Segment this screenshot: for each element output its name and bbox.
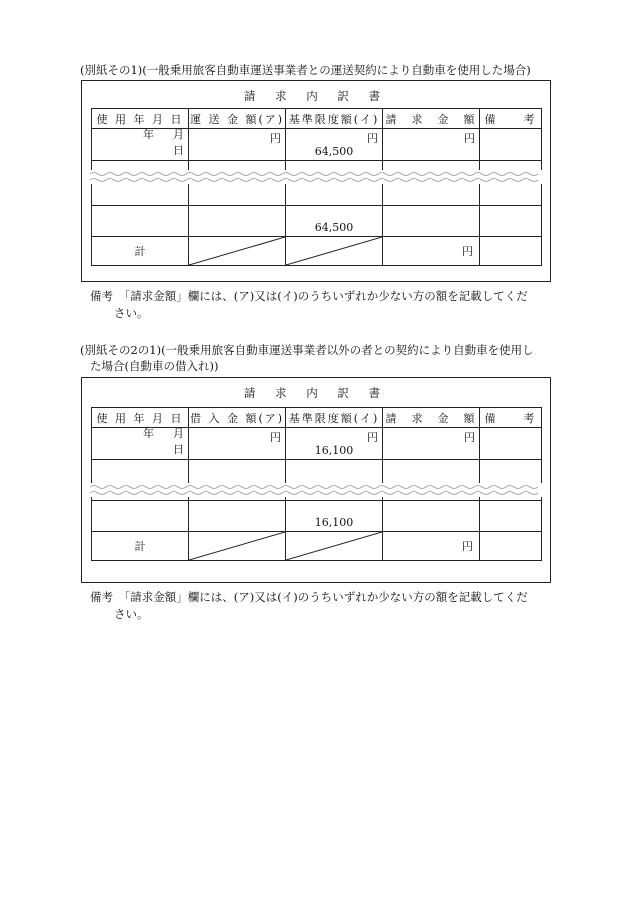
yen-unit: 円 <box>367 431 378 444</box>
diagonal-line-icon <box>286 237 382 265</box>
date-cell[interactable] <box>92 501 189 532</box>
diagonal-slash-cell <box>189 236 286 265</box>
claim-amount-cell[interactable] <box>383 129 480 161</box>
limit-amount-value: 64,500 <box>314 145 354 158</box>
date-placeholder: 年 月 日 <box>143 128 203 157</box>
header-transport-amount: 運 送 金 額(ア) <box>189 109 286 129</box>
claim-amount-cell[interactable] <box>383 501 480 532</box>
rental-amount-cell[interactable] <box>189 501 286 532</box>
total-claim-cell[interactable] <box>383 532 480 561</box>
diagonal-slash-cell <box>286 532 383 561</box>
total-claim-cell[interactable] <box>383 236 480 265</box>
yen-unit: 円 <box>270 431 281 444</box>
header-rental-amount: 借 入 金 額(ア) <box>189 408 286 428</box>
claim-amount-cell[interactable] <box>383 460 480 475</box>
diagonal-line-icon <box>189 237 285 265</box>
limit-amount-cell <box>286 129 383 161</box>
note-text: 「請求金額」欄には、(ア)又は(イ)のうちいずれか少ない方の額を記載してくだ <box>124 289 528 303</box>
header-limit-amount: 基準限度額(イ) <box>286 408 383 428</box>
yen-unit: 円 <box>462 540 473 553</box>
section1-note <box>90 288 550 322</box>
section2-note <box>90 589 550 623</box>
note-text-continued: さい。 <box>114 607 149 621</box>
yen-unit: 円 <box>464 431 475 444</box>
diagonal-line-icon <box>286 532 382 560</box>
section1-table <box>91 108 542 266</box>
section2-table-title: 請 求 内 訳 書 <box>243 386 389 400</box>
note-label: 備考 <box>90 590 113 604</box>
note-text-continued: さい。 <box>114 306 149 320</box>
remarks-cell[interactable] <box>480 460 542 475</box>
header-limit-amount: 基準限度額(イ) <box>286 109 383 129</box>
header-remarks: 備 考 <box>480 109 542 129</box>
remarks-cell[interactable] <box>480 129 542 161</box>
yen-unit: 円 <box>270 132 281 145</box>
note-label: 備考 <box>90 289 113 303</box>
limit-amount-cell <box>286 460 383 475</box>
date-cell[interactable] <box>92 205 189 236</box>
header-claim-amount: 請 求 金 額 <box>383 109 480 129</box>
omission-wave-icon <box>90 170 542 184</box>
yen-unit: 円 <box>462 244 473 258</box>
claim-amount-cell[interactable] <box>383 205 480 236</box>
header-date: 使 用 年 月 日 <box>92 109 189 129</box>
remarks-cell[interactable] <box>480 205 542 236</box>
section2-title-line2: た場合(自動車の借入れ)) <box>90 359 219 373</box>
header-claim-amount: 請 求 金 額 <box>383 408 480 428</box>
date-cell[interactable] <box>92 460 189 475</box>
rental-amount-cell[interactable] <box>189 460 286 475</box>
remarks-cell[interactable] <box>480 428 542 460</box>
transport-amount-cell[interactable] <box>189 129 286 161</box>
claim-amount-cell[interactable] <box>383 428 480 460</box>
section2-title <box>80 342 550 374</box>
yen-unit: 円 <box>367 132 378 145</box>
date-placeholder: 年 月 日 <box>143 427 203 456</box>
total-label: 計 <box>92 532 189 561</box>
total-label: 計 <box>92 236 189 265</box>
limit-amount-value: 16,100 <box>286 501 383 532</box>
date-cell[interactable] <box>92 128 203 161</box>
remarks-cell[interactable] <box>480 532 542 561</box>
remarks-cell[interactable] <box>480 501 542 532</box>
diagonal-slash-cell <box>189 532 286 561</box>
section2-form-frame <box>81 377 551 583</box>
section1-table-title: 請 求 内 訳 書 <box>243 89 389 103</box>
omission-wave-icon <box>90 483 542 497</box>
diagonal-slash-cell <box>286 236 383 265</box>
limit-amount-value: 16,100 <box>314 444 354 457</box>
section2-title-line1: (別紙その2の1)(一般乗用旅客自動車運送事業者以外の者との契約により自動車を使用し <box>80 343 534 357</box>
limit-amount-value: 64,500 <box>286 205 383 236</box>
header-date: 使 用 年 月 日 <box>92 408 189 428</box>
yen-unit: 円 <box>464 132 475 145</box>
transport-amount-cell[interactable] <box>189 205 286 236</box>
date-cell[interactable] <box>92 427 203 460</box>
section1-title: (別紙その1)(一般乗用旅客自動車運送事業者との運送契約により自動車を使用した場合) <box>80 63 531 77</box>
remarks-cell[interactable] <box>480 236 542 265</box>
limit-amount-cell <box>286 428 383 460</box>
header-remarks: 備 考 <box>480 408 542 428</box>
rental-amount-cell[interactable] <box>189 428 286 460</box>
diagonal-line-icon <box>189 532 285 560</box>
note-text: 「請求金額」欄には、(ア)又は(イ)のうちいずれか少ない方の額を記載してくだ <box>124 590 528 604</box>
